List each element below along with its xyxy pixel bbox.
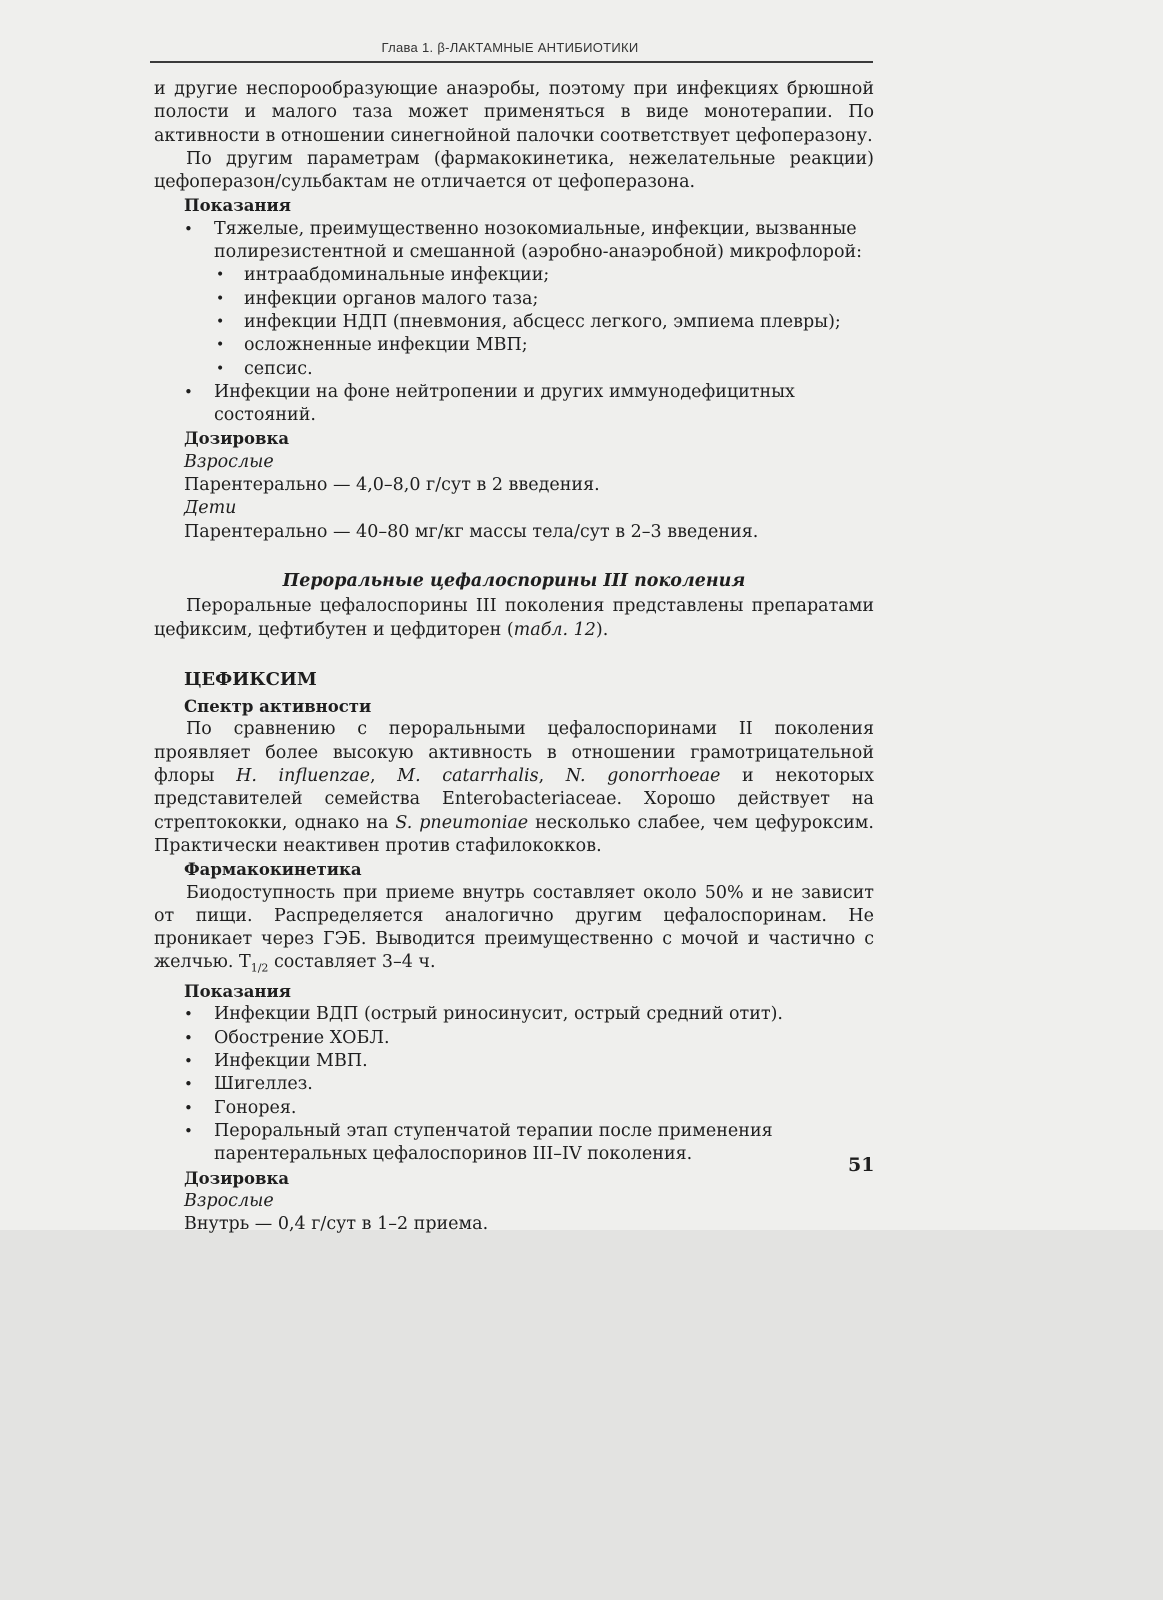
paragraph: По другим параметрам (фармакокинетика, нежелательные реакции) цефоперазон/сульбактам не отличается от цефоперазона. — [154, 148, 874, 193]
page-content — [154, 78, 874, 1236]
list-item: • интраабдоминальные инфекции; — [154, 264, 874, 287]
adults-label: Взрослые — [184, 1190, 274, 1211]
indications-heading: Показания — [184, 982, 291, 1002]
list-item: • Инфекции ВДП (острый риносинусит, острый средний отит). — [154, 1003, 874, 1026]
organism-name: H. influenzae — [236, 766, 370, 787]
dosage-heading: Дозировка — [184, 1168, 290, 1188]
page-number: 51 — [848, 1154, 875, 1176]
text-run: ). — [595, 619, 609, 640]
list-item: • Пероральный этап ступенчатой терапии после применения парентеральных цефалоспоринов III–IV поколения. — [154, 1120, 874, 1167]
text-run: , — [538, 766, 566, 787]
section-title: Пероральные цефалоспорины III поколения — [282, 570, 746, 591]
text-run: Биодоступность при приеме внутрь составляет около 50% и не зависит от пищи. Распределяется аналогично другим цефалоспоринам. Не проникает через ГЭБ. Выводится преимущественно с мочой и частично с желчью. T — [154, 882, 874, 973]
list-item — [154, 381, 874, 428]
indications-heading: Показания — [184, 196, 291, 216]
scan-shadow — [0, 1230, 1163, 1600]
paragraph: и другие неспорообразующие анаэробы, поэтому при инфекциях брюшной полости и малого таза может применяться в виде монотерапии. По активности в отношении синегнойной палочки соответствует цефоперазону. — [154, 79, 874, 146]
list-item — [154, 218, 874, 265]
list-item: • Гонорея. — [154, 1097, 874, 1120]
list-item: • инфекции органов малого таза; — [154, 288, 874, 311]
text-run: , — [369, 766, 398, 787]
text-run: составляет 3–4 ч. — [268, 952, 436, 973]
children-label: Дети — [184, 498, 237, 519]
list-item: • Обострение ХОБЛ. — [154, 1027, 874, 1050]
text-run: Пероральные цефалоспорины III поколения представлены препаратами цефиксим, цефтибутен и цефдиторен ( — [154, 596, 874, 640]
list-item-text: Инфекции на фоне нейтропении и других иммунодефицитных состояний. — [214, 381, 795, 426]
spectrum-heading: Спектр активности — [184, 697, 372, 717]
list-item: • сепсис. — [154, 358, 874, 381]
text-run: По сравнению с пероральными цефалоспоринами II поколения проявляет более высокую активность в отношении грамотрицательной флоры — [154, 719, 874, 787]
paragraph: Внутрь — 0,4 г/сут в 1–2 приема. — [184, 1214, 489, 1235]
list-item: • осложненные инфекции МВП; — [154, 334, 874, 357]
paragraph — [154, 718, 874, 858]
list-item: • инфекции НДП (пневмония, абсцесс легкого, эмпиема плевры); — [154, 311, 874, 334]
list-item-text: Тяжелые, преимущественно нозокомиальные, инфекции, вызванные полирезистентной и смешанной (аэробно-анаэробной) микрофлорой: — [214, 218, 863, 263]
list-item: • Шигеллез. — [154, 1073, 874, 1096]
organism-name: M. catarrhalis — [397, 766, 539, 787]
subscript: 1/2 — [250, 961, 269, 975]
header-rule — [150, 61, 873, 63]
text-run: несколько слабее, чем цефуроксим. Практически неактивен против стафилококков. — [154, 812, 874, 856]
indications-list — [154, 1003, 874, 1166]
table-reference: табл. 12 — [513, 619, 596, 640]
organism-name: N. gonorrhoeae — [565, 766, 721, 787]
adults-label: Взрослые — [184, 451, 274, 472]
list-item: • Инфекции МВП. — [154, 1050, 874, 1073]
pharmacokinetics-heading: Фармакокинетика — [184, 860, 362, 880]
organism-name: S. pneumoniae — [395, 812, 529, 833]
indications-list — [154, 218, 874, 428]
running-header: Глава 1. β-ЛАКТАМНЫЕ АНТИБИОТИКИ — [381, 40, 639, 55]
drug-title: ЦЕФИКСИМ — [184, 668, 317, 690]
dosage-heading: Дозировка — [184, 429, 290, 449]
paragraph: Парентерально — 40–80 мг/кг массы тела/сут в 2–3 введения. — [184, 521, 759, 542]
paragraph — [154, 595, 874, 642]
paragraph: Парентерально — 4,0–8,0 г/сут в 2 введения. — [184, 475, 600, 496]
paragraph — [154, 882, 874, 981]
text-run: и некоторых представителей семейства Enterobacteriaceae. Хорошо действует на стрептококки, однако на — [154, 766, 874, 833]
